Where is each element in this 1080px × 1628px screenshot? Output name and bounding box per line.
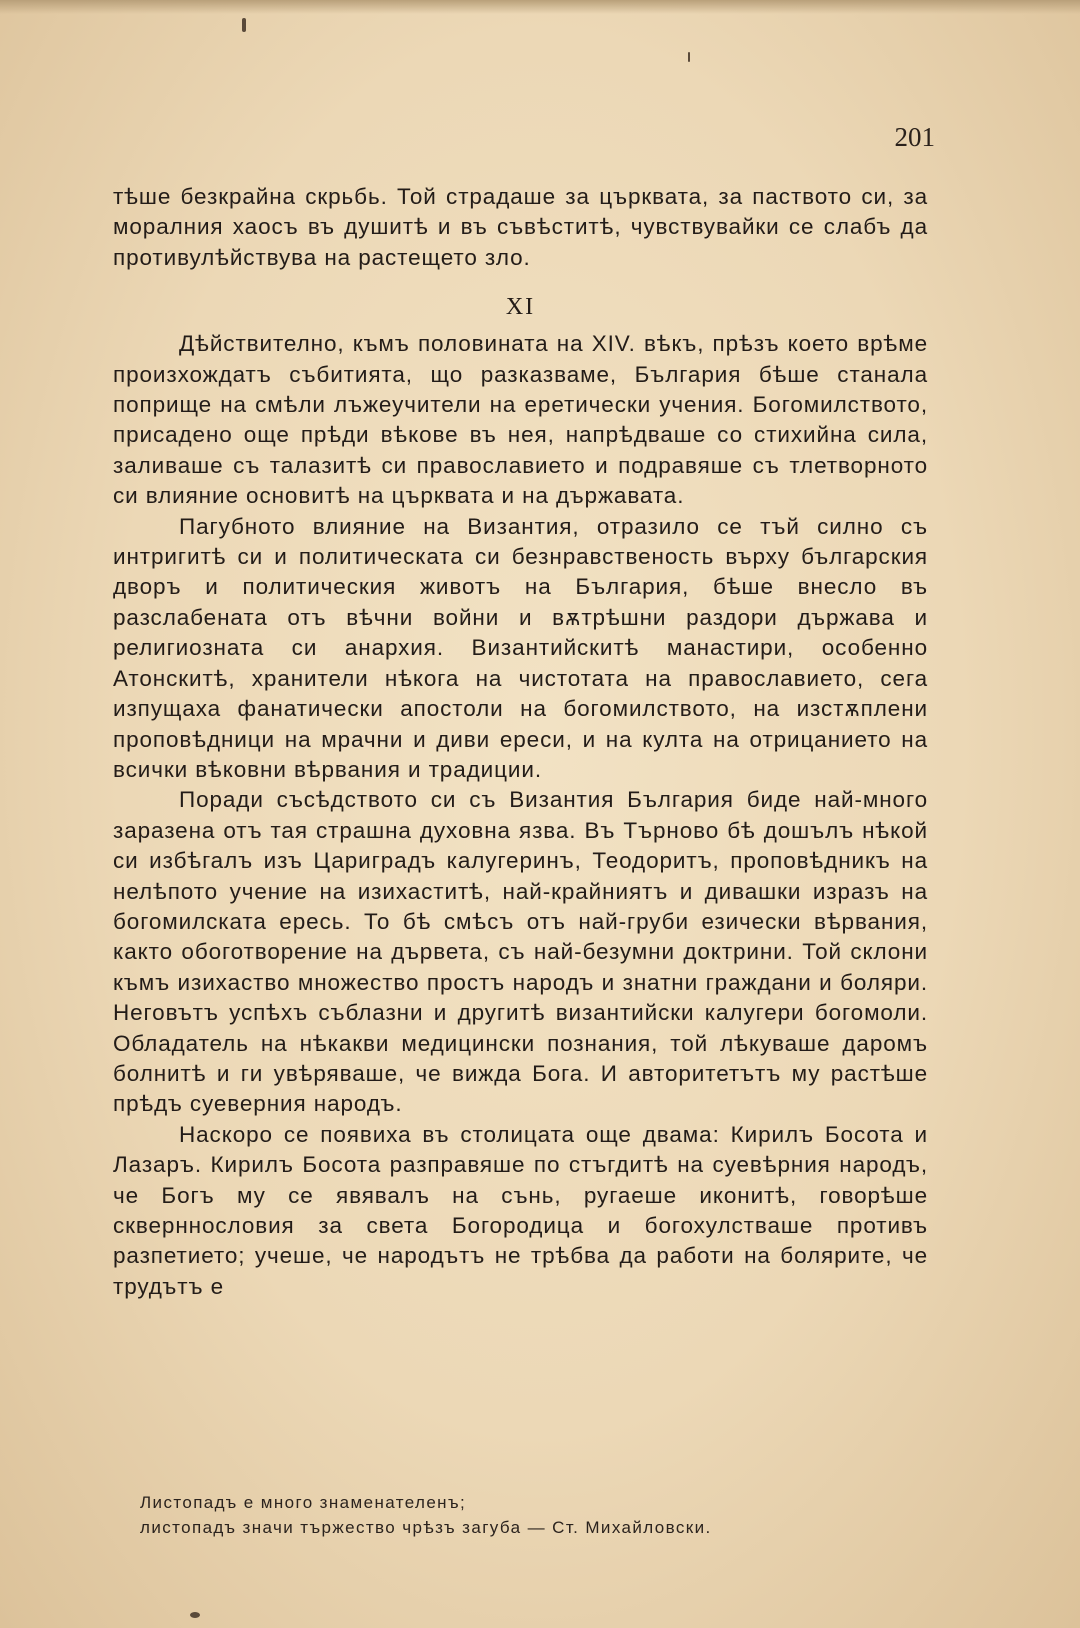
page-number: 201 xyxy=(894,122,935,152)
paragraph: Поради съсѣдството си съ Византия България биде най-много заразена отъ тая страшна духовна язва. Въ Търново бѣ дошълъ нѣкой си избѣгалъ изъ Цариградъ калугеринъ, Теодоритъ, проповѣдникъ на нелѣпото учение на изихаститѣ, най-крайниятъ и дивашки изразъ на богомилската ересь. То бѣ смѣсъ отъ най-груби езически вѣрвания, както обоготворение на дървета, съ най-безумни доктрини. Той склони къмъ изихаство множество простъ народъ и знатни граждани и боляри. Неговътъ успѣхъ съблазни и другитѣ византийски калугери богомоли. Обладатель на нѣкакви медицински познания, той лѣкуваше даромъ болнитѣ и ги увѣряваше, че вижда Бога. И авторитетътъ му растѣше прѣдъ суеверния народъ. xyxy=(113,787,928,1117)
footnote xyxy=(140,1490,920,1540)
paragraph: Дѣйствително, къмъ половината на XIV. вѣкъ, прѣзъ което врѣме произхождатъ събитията, що разказваме, България бѣше станала поприще на смѣли лъжеучители на еретически учения. Богомилството, присадено още прѣди вѣкове въ нея, напрѣдваше со стихийна сила, заливаше съ талазитѣ си православието и подравяше съ тлетворното си влияние основитѣ на църквата и на държавата. xyxy=(113,331,928,509)
footnote-line-1: Листопадъ е много знаменателенъ; xyxy=(140,1493,467,1512)
opening-paragraph: тѣше безкрайна скрьбь. Той страдаше за църквата, за паството си, за моралния хаосъ въ душитѣ и въ съвѣститѣ, чувствувайки се слабъ да противулѣйствува на растещето зло. xyxy=(113,184,928,270)
page-top-edge xyxy=(0,0,1080,14)
paragraph: Наскоро се появиха въ столицата още двама: Кирилъ Босота и Лазаръ. Кирилъ Босота разправяше по стъгдитѣ на суевѣрния народъ, че Богъ му се явявалъ на сънь, ругаеше иконитѣ, говорѣше скверннословия за света Богородица и богохулстваше противъ разпетието; учеше, че народътъ не трѣбва да работи на болярите, че трудътъ е xyxy=(113,1121,928,1299)
body-text xyxy=(113,182,928,1302)
ink-speck xyxy=(688,52,690,62)
footnote-line-2: листопадъ значи тържество чрѣзъ загуба — Ст. Михайловски. xyxy=(140,1518,712,1537)
ink-speck xyxy=(242,18,246,32)
paragraph: Пагубното влияние на Византия, отразило се тъй силно съ интригитѣ си и политическата си безнравственость върху българския дворъ и политическия животъ на България, бѣше внесло въ разслабената отъ вѣчни войни и вѫтрѣшни раздори държава и религиозната си анархия. Византийскитѣ манастири, особенно Атонскитѣ, хранители нѣкога на чистотата на православието, сега изпущаха фанатически апостоли на богомилството, на изстѫплени проповѣдници на мрачни и диви ереси, и на култа на отрицанието на всички вѣковни вѣрвания и традиции. xyxy=(113,513,928,782)
ink-speck xyxy=(190,1612,200,1618)
section-heading: XI xyxy=(505,294,536,321)
